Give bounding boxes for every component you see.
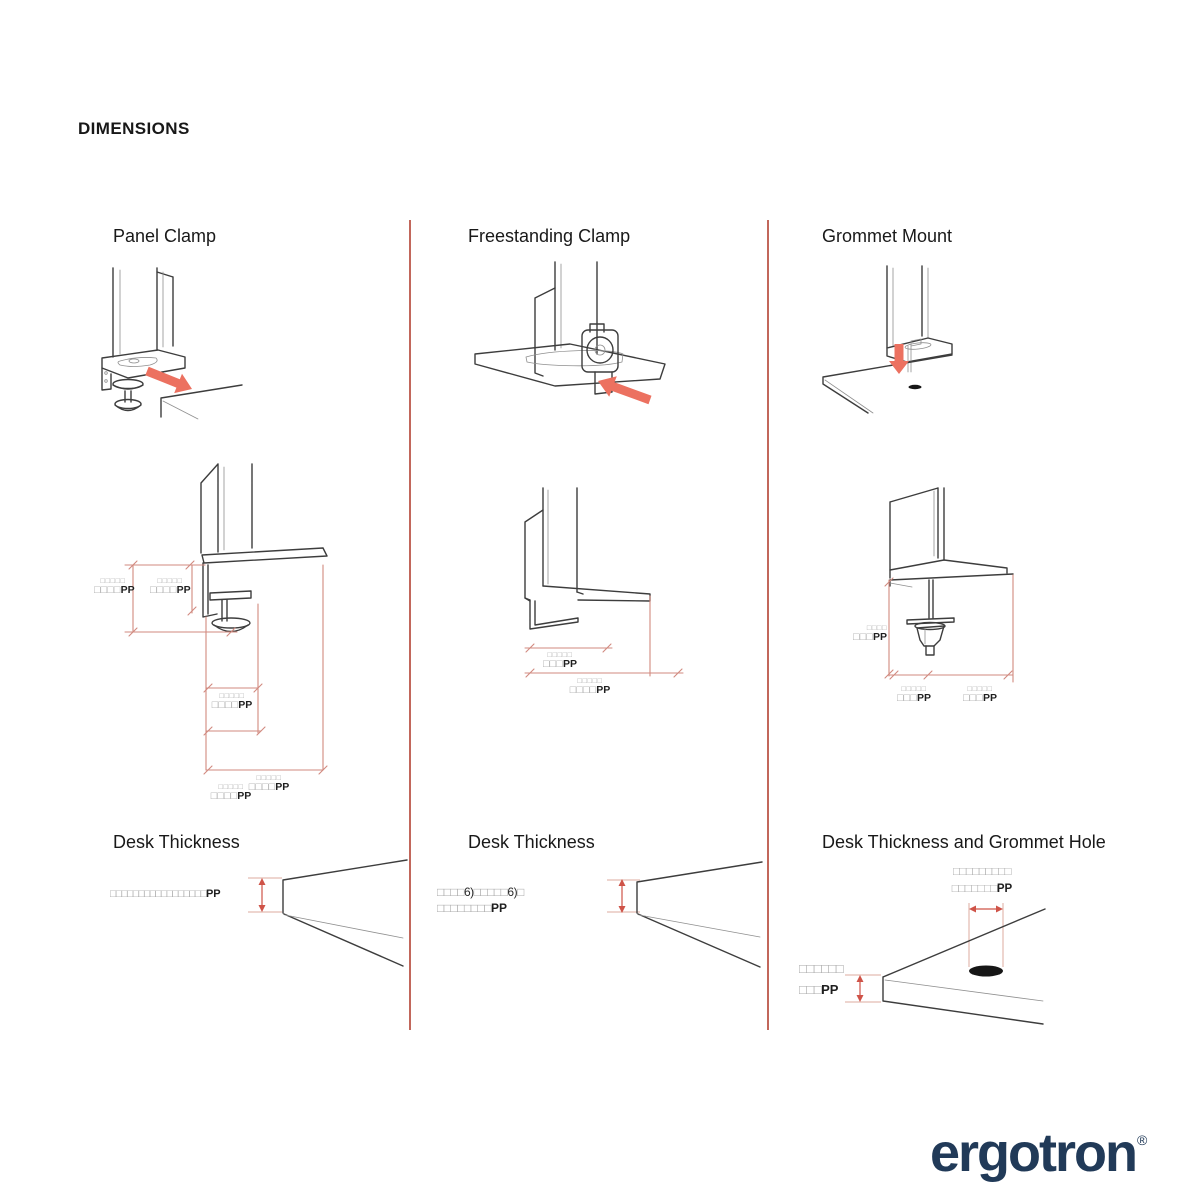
grommet-hole-label: □□□□□□□□□ □□□□□□□PP [951,866,1013,895]
dimension-label: □□□□□ □□□□PP [248,773,290,793]
grommet-mount-dimension-diagram [850,478,1085,713]
page-title: DIMENSIONS [78,119,190,138]
grommet-hole [969,966,1003,977]
dimension-label: □□□□□ □□□□PP [150,576,191,596]
panel-clamp-dimension-diagram [95,455,345,815]
desk-thickness-label: □□□□□□□□□□□□□□□□□PP [110,888,221,900]
dimension-label: □□□□□ □□□□PP [94,576,135,596]
ergotron-logo: ergotron® [930,1123,1148,1183]
dimension-label: □□□□ □□□PP [853,623,887,643]
dimension-label: □□□□□ □□□PP [897,684,931,704]
desk-thickness-header: Desk Thickness [113,832,240,852]
desk-thickness-header: Desk Thickness [468,832,595,852]
dimension-lines [885,575,1013,682]
dimension-label: □□□□□ □□□□PP [569,676,611,696]
freestanding-clamp-illustration [460,258,720,423]
desk-thickness-diagram-panel [100,855,410,975]
desk-thickness-label: □□□□6)□□□□□6)□ □□□□□□□□PP [437,885,524,915]
dimension-label: □□□□□ □□□PP [963,684,997,704]
desk-thickness-grommet-header: Desk Thickness and Grommet Hole [822,832,1106,852]
registered-mark: ® [1137,1132,1148,1148]
grommet-mount-illustration [815,258,1060,423]
dimension-label: □□□□□ □□□PP [543,650,577,670]
freestanding-clamp-header: Freestanding Clamp [468,226,631,246]
panel-clamp-header: Panel Clamp [113,226,217,246]
grommet-hole [909,385,922,389]
desk-thickness-label: □□□□□□ □□□PP [799,961,844,997]
panel-clamp-illustration [90,262,410,432]
grommet-mount-header: Grommet Mount [822,226,953,246]
dimension-label: □□□□□ □□□□PP [211,691,253,711]
dimension-label: □□□□□ □□□□PP [210,782,252,802]
